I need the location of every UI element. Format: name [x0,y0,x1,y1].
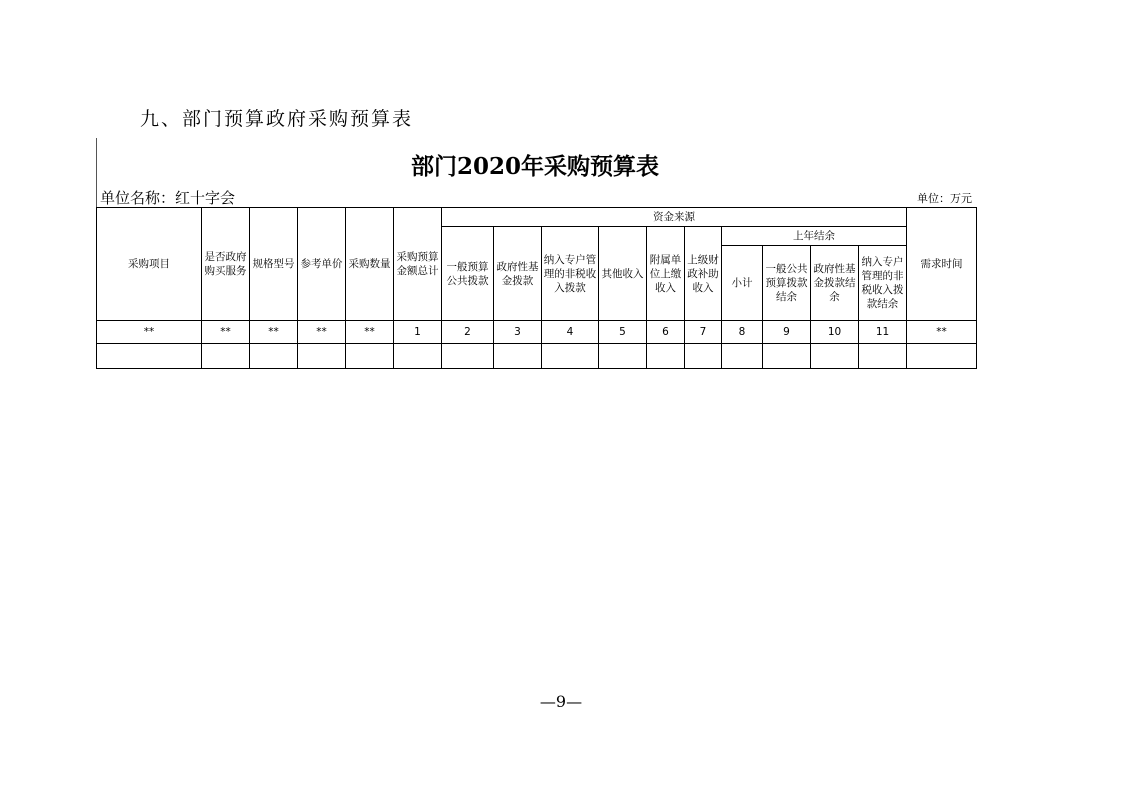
table-title: 部门2020年采购预算表 [410,153,659,180]
index-cell: 7 [685,321,722,344]
index-cell: ** [298,321,346,344]
header-budget-total: 采购预算金额总计 [394,208,442,321]
index-cell: ** [97,321,202,344]
header-prev-nontax: 纳入专户管理的非税收入拨款结余 [859,246,907,321]
empty-cell [97,344,202,369]
empty-cell [811,344,859,369]
index-cell: 1 [394,321,442,344]
header-public-fund: 一般预算公共拨款 [442,227,494,321]
header-gov-service: 是否政府购买服务 [202,208,250,321]
empty-cell [494,344,542,369]
header-nontax-fund: 纳入专户管理的非税收入拨款 [542,227,599,321]
index-cell: 6 [647,321,685,344]
empty-cell [647,344,685,369]
header-gov-fund: 政府性基金拨款 [494,227,542,321]
empty-cell [722,344,763,369]
index-cell: 5 [599,321,647,344]
index-cell: 10 [811,321,859,344]
index-cell: 11 [859,321,907,344]
header-subtotal: 小计 [722,246,763,321]
empty-cell [685,344,722,369]
index-row [97,321,977,344]
header-fund-source: 资金来源 [442,208,907,227]
header-superior-subsidy: 上级财政补助收入 [685,227,722,321]
empty-cell [250,344,298,369]
unit-name: 单位名称：红十字会 [100,189,236,207]
header-spec: 规格型号 [250,208,298,321]
index-cell: ** [250,321,298,344]
header-prev-balance: 上年结余 [722,227,907,246]
header-item: 采购项目 [97,208,202,321]
index-cell: 2 [442,321,494,344]
index-cell: 3 [494,321,542,344]
index-cell: 4 [542,321,599,344]
empty-cell [202,344,250,369]
unit-label: 单位：万元 [917,192,972,205]
empty-cell [442,344,494,369]
header-ref-price: 参考单价 [298,208,346,321]
empty-cell [298,344,346,369]
header-other-income: 其他收入 [599,227,647,321]
empty-cell [599,344,647,369]
header-prev-gov: 政府性基金拨款结余 [811,246,859,321]
header-demand-time: 需求时间 [907,208,977,321]
empty-cell [346,344,394,369]
section-heading: 九、部门预算政府采购预算表 [140,108,414,130]
header-quantity: 采购数量 [346,208,394,321]
header-attached-income: 附属单位上缴收入 [647,227,685,321]
procurement-budget-table [96,207,977,369]
index-cell: ** [346,321,394,344]
empty-data-row [97,344,977,369]
index-cell: 8 [722,321,763,344]
empty-cell [542,344,599,369]
page-number: —9— [539,692,583,711]
index-cell: ** [907,321,977,344]
empty-cell [859,344,907,369]
index-cell: ** [202,321,250,344]
empty-cell [394,344,442,369]
empty-cell [763,344,811,369]
empty-cell [907,344,977,369]
index-cell: 9 [763,321,811,344]
header-prev-public: 一般公共预算拨款结余 [763,246,811,321]
